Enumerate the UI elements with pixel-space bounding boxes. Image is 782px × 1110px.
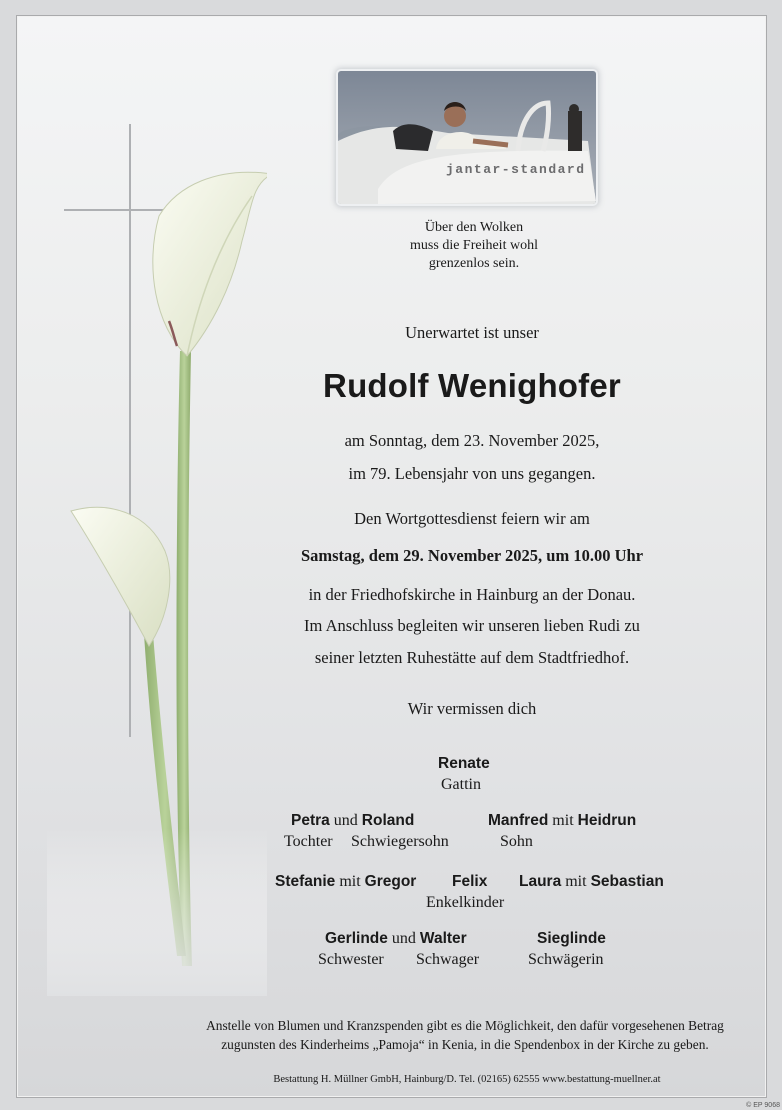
glider-lettering: jantar-standard: [446, 162, 586, 177]
motto-line-2: muss die Freiheit wohl: [410, 238, 538, 253]
deceased-name: Rudolf Wenighofer: [323, 367, 621, 404]
burial-line-1: Im Anschluss begleiten wir unseren lieben Rudi zu: [304, 616, 640, 635]
son-in-law-relation: Schwiegersohn: [351, 833, 449, 850]
sister-in-law-relation: Schwägerin: [528, 951, 604, 968]
burial-line-2: seiner letzten Ruhestätte auf dem Stadtfriedhof.: [314, 648, 630, 667]
obituary-card: [16, 15, 767, 1098]
service-intro: Den Wortgottesdienst feiern wir am: [354, 509, 590, 528]
grandchild-3-names: Laura mit Sebastian: [519, 873, 664, 890]
death-line-1: am Sonntag, dem 23. November 2025,: [344, 431, 600, 450]
daughter-relation: Tochter: [284, 833, 333, 850]
wife-name: Renate: [438, 755, 490, 772]
motto-line-3: grenzenlos sein.: [428, 256, 520, 271]
miss-you-text: Wir vermissen dich: [407, 699, 537, 718]
grandchild-2-name: Felix: [452, 873, 488, 890]
motto: [174, 219, 774, 273]
sister-in-law-name: Sieglinde: [537, 930, 606, 947]
donation-line-2: zugunsten des Kinderheims „Pamoja“ in Kenia, in die Spendenbox in der Kirche zu geben.: [221, 1037, 709, 1052]
sister-relation: Schwester: [318, 951, 384, 968]
grandchild-1-names: Stefanie mit Gregor: [275, 873, 417, 890]
intro-text: Unerwartet ist unser: [405, 323, 539, 342]
service-date: Samstag, dem 29. November 2025, um 10.00 Uhr: [300, 546, 644, 565]
grandchildren-relation: Enkelkinder: [426, 894, 505, 911]
siblings-names: Gerlinde und Walter: [325, 930, 467, 947]
brother-in-law-relation: Schwager: [416, 951, 480, 968]
motto-line-1: Über den Wolken: [424, 220, 524, 235]
death-line-2: im 79. Lebensjahr von uns gegangen.: [348, 464, 596, 483]
donation-line-1: Anstelle von Blumen und Kranzspenden gibt es die Möglichkeit, den dafür vorgesehenen Betrag: [206, 1018, 724, 1033]
son-relation: Sohn: [500, 833, 533, 850]
calla-lily-illustration: [47, 156, 267, 1001]
funeral-home-imprint: Bestattung H. Müllner GmbH, Hainburg/D. Tel. (02165) 62555 www.bestattung-muellner.at: [273, 1074, 661, 1085]
donation-note: [165, 1016, 765, 1054]
print-code: © EP 9068: [746, 1102, 780, 1109]
wife-relation: Gattin: [441, 776, 481, 793]
service-place: in der Friedhofskirche in Hainburg an der Donau.: [308, 585, 636, 604]
portrait-photo: [338, 71, 596, 204]
daughter-names: Petra und Roland: [291, 812, 415, 829]
son-names: Manfred mit Heidrun: [488, 812, 637, 829]
